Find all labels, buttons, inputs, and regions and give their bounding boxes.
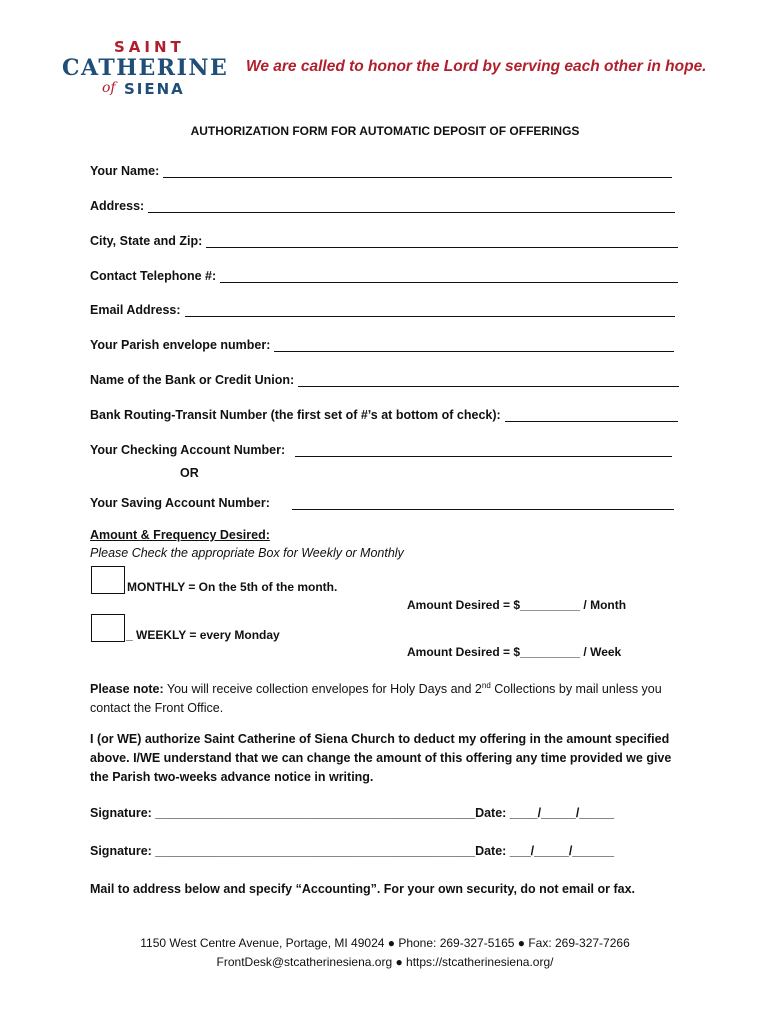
phone-line[interactable] xyxy=(220,268,678,283)
email-line[interactable] xyxy=(185,302,675,317)
city-state-zip-label: City, State and Zip: xyxy=(90,234,203,248)
city-state-zip-field[interactable] xyxy=(90,230,678,248)
please-note-text-1: You will receive collection envelopes for Holy Days and 2 xyxy=(163,682,482,697)
footer-address-line: 1150 West Centre Avenue, Portage, MI 49024 ● Phone: 269-327-5165 ● Fax: 269-327-7266 xyxy=(140,936,630,950)
envelope-label: Your Parish envelope number: xyxy=(90,338,271,352)
amount-instruction: Please Check the appropriate Box for Weekly or Monthly xyxy=(90,546,404,560)
name-field[interactable] xyxy=(90,160,672,178)
email-label: Email Address: xyxy=(90,303,181,317)
monthly-label: MONTHLY = On the 5th of the month. xyxy=(127,580,338,594)
address-label: Address: xyxy=(90,199,145,213)
footer-contact-line: FrontDesk@stcatherinesiena.org ● https://stcatherinesiena.org/ xyxy=(216,955,554,969)
address-field[interactable] xyxy=(90,195,675,213)
please-note xyxy=(90,676,690,718)
checking-line[interactable] xyxy=(295,442,672,457)
envelope-field[interactable] xyxy=(90,334,674,352)
routing-field[interactable] xyxy=(90,404,678,422)
signature-line-1[interactable]: Signature: ______________________________________________Date: ____/_____/_____ xyxy=(90,806,615,820)
envelope-line[interactable] xyxy=(274,337,674,352)
email-field[interactable] xyxy=(90,299,675,317)
mail-instructions: Mail to address below and specify “Accounting”. For your own security, do not email or fax. xyxy=(90,882,635,896)
monthly-amount: Amount Desired = $_________ / Month xyxy=(407,598,627,612)
amount-heading: Amount & Frequency Desired: xyxy=(90,528,270,542)
logo-of-text: of xyxy=(102,80,116,96)
logo-siena-text: SIENA xyxy=(124,80,185,98)
authorization-statement: I (or WE) authorize Saint Catherine of Siena Church to deduct my offering in the amount specified above. I/WE understand that we can change the amount of this offering any time provided we give the Parish two-weeks advance notice in writing. xyxy=(90,732,672,784)
tagline: We are called to honor the Lord by serving each other in hope. xyxy=(246,58,707,75)
form-title: AUTHORIZATION FORM FOR AUTOMATIC DEPOSIT OF OFFERINGS xyxy=(190,124,580,138)
weekly-label: _ WEEKLY = every Monday xyxy=(126,628,280,642)
signature-line-2[interactable]: Signature: ______________________________________________Date: ___/_____/______ xyxy=(90,844,615,858)
please-note-superscript: nd xyxy=(481,681,491,690)
bank-field[interactable] xyxy=(90,369,679,387)
saving-line[interactable] xyxy=(292,495,674,510)
monthly-checkbox[interactable] xyxy=(91,566,125,594)
routing-line[interactable] xyxy=(505,407,678,422)
logo-saint-text: SAINT xyxy=(114,38,185,56)
weekly-amount: Amount Desired = $_________ / Week xyxy=(407,645,622,659)
or-text: OR xyxy=(180,466,199,480)
church-logo xyxy=(62,38,242,102)
name-label: Your Name: xyxy=(90,164,160,178)
phone-field[interactable] xyxy=(90,265,678,283)
routing-label: Bank Routing-Transit Number (the first set of #’s at bottom of check): xyxy=(90,408,501,422)
checking-label: Your Checking Account Number: xyxy=(90,443,286,457)
bank-line[interactable] xyxy=(298,372,679,387)
logo-catherine-text: CATHERINE xyxy=(62,55,229,81)
saving-field[interactable] xyxy=(90,492,674,510)
city-state-zip-line[interactable] xyxy=(206,233,678,248)
saving-label: Your Saving Account Number: xyxy=(90,496,270,510)
address-line[interactable] xyxy=(148,198,675,213)
please-note-text-2: Collections by mail unless you contact the Front Office. xyxy=(90,682,662,716)
checking-field[interactable] xyxy=(90,439,672,457)
weekly-checkbox[interactable] xyxy=(91,614,125,642)
name-line[interactable] xyxy=(163,163,672,178)
phone-label: Contact Telephone #: xyxy=(90,269,217,283)
bank-label: Name of the Bank or Credit Union: xyxy=(90,373,295,387)
please-note-label: Please note: xyxy=(90,682,164,697)
